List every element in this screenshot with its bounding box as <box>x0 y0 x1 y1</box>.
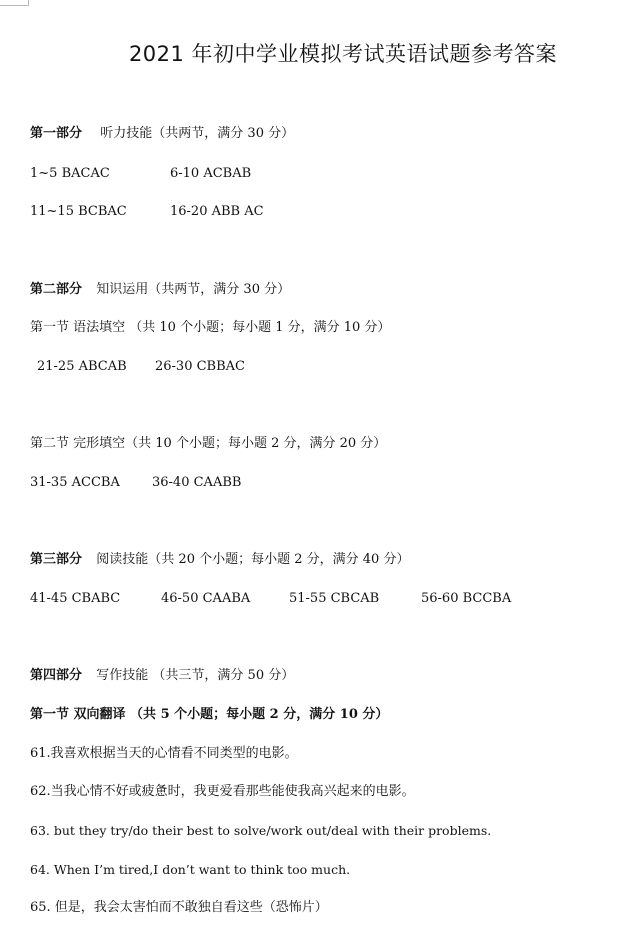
answer-16-20: 16-20 ABB AC <box>170 204 264 219</box>
answer-56-60: 56-60 BCCBA <box>421 591 512 606</box>
part4-desc: 写作技能 （共三节，满分 50 分） <box>96 668 295 683</box>
page-title: 2021 年初中学业模拟考试英语试题参考答案 <box>128 42 558 66</box>
part1-heading: 第一部分 <box>30 126 83 141</box>
translation-item-65: 65. 但是，我会太害怕而不敢独自看这些（恐怖片） <box>30 900 328 915</box>
answer-46-50: 46-50 CAABA <box>161 591 251 606</box>
answer-21-25: 21-25 ABCAB <box>37 359 127 374</box>
translation-item-61: 61.我喜欢根据当天的心情看不同类型的电影。 <box>30 746 298 761</box>
part4-heading-line <box>30 667 294 685</box>
answer-41-45: 41-45 CBABC <box>30 591 121 606</box>
part2-section1-heading: 第一节 语法填空 （共 10 个小题；每小题 1 分，满分 10 分） <box>30 320 391 335</box>
answer-26-30: 26-30 CBBAC <box>155 359 245 374</box>
translation-item-62: 62.当我心情不好或疲惫时，我更爱看那些能使我高兴起来的电影。 <box>30 784 415 799</box>
part2-heading: 第二部分 <box>30 282 83 297</box>
answer-36-40: 36-40 CAABB <box>152 475 242 490</box>
page-corner-mark <box>0 0 29 6</box>
part2-desc: 知识运用（共两节，满分 30 分） <box>96 282 291 297</box>
translation-item-64: 64. When I’m tired,I don’t want to think too much. <box>30 862 351 877</box>
answer-31-35: 31-35 ACCBA <box>30 475 120 490</box>
part3-heading: 第三部分 <box>30 552 83 567</box>
part1-desc: 听力技能（共两节，满分 30 分） <box>100 126 295 141</box>
answer-6-10: 6-10 ACBAB <box>170 166 252 181</box>
part4-section1-heading: 第一节 双向翻译 （共 5 个小题；每小题 2 分，满分 10 分） <box>30 707 389 722</box>
part2-heading-line <box>30 281 290 299</box>
part1-heading-line <box>30 125 294 143</box>
answer-11-15: 11~15 BCBAC <box>30 204 127 219</box>
answer-1-5: 1~5 BACAC <box>30 166 110 181</box>
answer-51-55: 51-55 CBCAB <box>289 591 380 606</box>
part2-section2-heading: 第二节 完形填空（共 10 个小题；每小题 2 分，满分 20 分） <box>30 436 387 451</box>
translation-item-63: 63. but they try/do their best to solve/work out/deal with their problems. <box>30 823 492 838</box>
part3-heading-line <box>30 551 409 569</box>
part3-desc: 阅读技能（共 20 个小题；每小题 2 分，满分 40 分） <box>96 552 410 567</box>
part4-heading: 第四部分 <box>30 668 83 683</box>
